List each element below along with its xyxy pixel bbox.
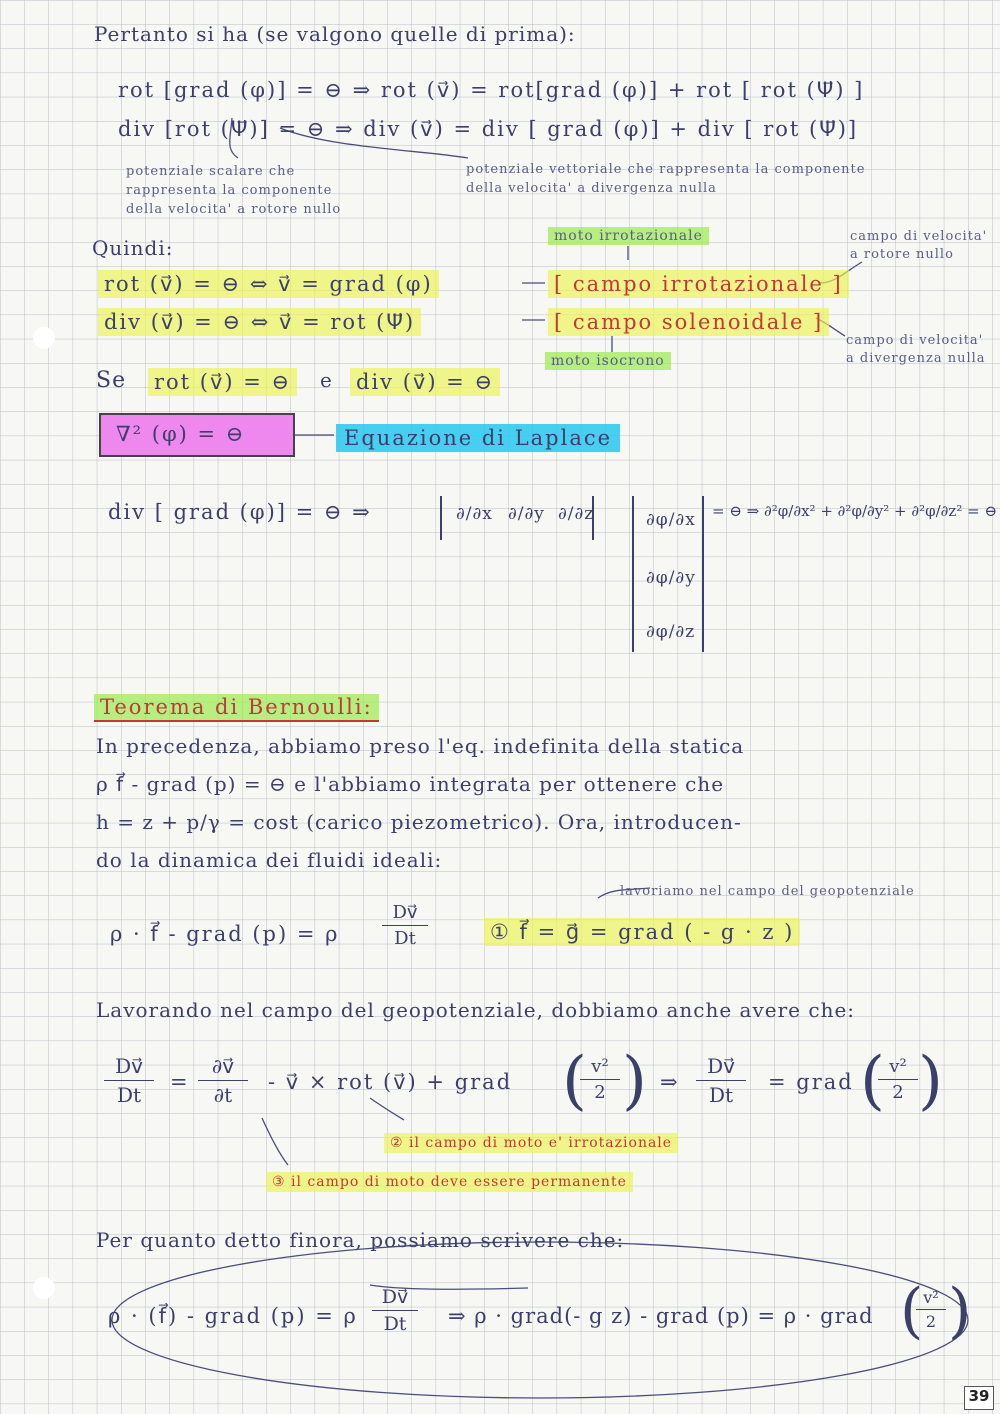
column-entry-y: ∂φ/∂y [646,568,696,588]
moto-irrotazionale-label: moto irrotazionale [548,227,709,245]
paren-left-3: ( [900,1276,925,1346]
moto-isocrono-label: moto isocrono [545,352,671,370]
acc-equals: = [170,1070,190,1094]
bernoulli-line-2: ρ f⃗ - grad (p) = ⊖ e l'abbiamo integrata per ottenere che [96,772,725,796]
bernoulli-title: Teorema di Bernoulli: [94,694,379,722]
condition-1: ① f⃗ = g⃗ = grad ( - g · z ) [484,918,800,946]
paren-left-1: ( [562,1044,588,1118]
operator-y: ∂/∂y [508,504,545,524]
note-rotore-nullo: campo di velocita' a rotore nullo [850,229,988,262]
euler-fraction: Dv⃗ Dt [382,902,428,949]
acc-partial-fraction: ∂v⃗ ∂t [198,1054,248,1107]
acc-lhs-fraction: Dv⃗ Dt [104,1054,154,1107]
final-rhs: ⇒ ρ · grad(- g z) - grad (p) = ρ · grad [448,1304,874,1328]
quindi-label: Quindi: [92,236,174,260]
acc-rest: - v⃗ × rot (v⃗) + grad [268,1070,513,1094]
paren-right-2: ) [918,1044,944,1118]
operator-z: ∂/∂z [558,504,595,524]
laplace-lhs: ∇² (φ) = ⊖ [116,422,246,446]
final-lhs: ρ · (f⃗) - grad (p) = ρ [108,1304,358,1328]
note-scalar-potential: potenziale scalare che rappresenta la componente della velocita' a rotore nullo [126,164,342,217]
intro-sentence: Pertanto si ha (se valgono quelle di prima): [94,22,576,46]
paren-left-2: ( [860,1044,886,1118]
condition-3: ③ il campo di moto deve essere permanente [266,1172,633,1192]
note-geopotential-top: lavoriamo nel campo del geopotenziale [620,884,915,899]
bernoulli-line-1: In precedenza, abbiamo preso l'eq. indefinita della statica [96,734,745,758]
line-irrotational: rot (v⃗) = ⊖ ⇔ v⃗ = grad (φ) [98,270,439,298]
acc-implies: ⇒ [660,1070,680,1094]
se-label: Se [96,368,127,393]
condition-2: ② il campo di moto e' irrotazionale [384,1133,678,1153]
final-fraction: Dv⃗ Dt [372,1286,418,1335]
v2-fraction-3: v² 2 [916,1288,946,1331]
campo-irrotazionale: [ campo irrotazionale ] [548,270,849,298]
v2-fraction-2: v² 2 [878,1056,918,1103]
se-div-condition: div (v⃗) = ⊖ [350,368,500,396]
laplace-expanded-result: = ⊖ ⇒ ∂²φ/∂x² + ∂²φ/∂y² + ∂²φ/∂z² = ⊖ [712,502,998,520]
euler-lhs: ρ · f⃗ - grad (p) = ρ [110,922,340,946]
campo-solenoidale: [ campo solenoidale ] [548,308,829,336]
paren-right-3: ) [948,1276,973,1346]
lavorando-sentence: Lavorando nel campo del geopotenziale, dobbiamo anche avere che: [96,998,856,1022]
bernoulli-line-3: h = z + p/γ = cost (carico piezometrico). Ora, introducen- [96,810,742,834]
laplace-equation-label: Equazione di Laplace [336,424,620,452]
equation-div: div [rot (Ψ⃗)] = ⊖ ⇒ div (v⃗) = div [ grad (φ)] + div [ rot (Ψ⃗)] [118,117,859,141]
operator-x: ∂/∂x [456,504,493,524]
column-entry-x: ∂φ/∂x [646,510,696,530]
se-rot-condition: rot (v⃗) = ⊖ [148,368,297,396]
page-number: 39 [964,1386,994,1410]
note-vector-potential: potenziale vettoriale che rappresenta la componente della velocita' a divergenza nulla [466,162,866,196]
equation-rot: rot [grad (φ)] = ⊖ ⇒ rot (v⃗) = rot[grad (φ)] + rot [ rot (Ψ⃗) ] [118,78,865,102]
acc-rhs-fraction: Dv⃗ Dt [696,1054,746,1107]
column-entry-z: ∂φ/∂z [646,622,696,642]
acc-equals-grad: = grad [768,1070,854,1094]
v2-fraction-1: v² 2 [580,1056,620,1103]
paren-right-1: ) [622,1044,648,1118]
div-grad-equation: div [ grad (φ)] = ⊖ ⇒ [108,500,372,524]
line-solenoidal: div (v⃗) = ⊖ ⇔ v⃗ = rot (Ψ⃗) [98,308,421,336]
per-quanto-sentence: Per quanto detto finora, possiamo scrivere che: [96,1228,625,1252]
se-and: e [320,368,333,392]
note-divergenza-nulla: campo di velocita' a divergenza nulla [846,333,986,366]
bernoulli-line-4: do la dinamica dei fluidi ideali: [96,848,443,872]
